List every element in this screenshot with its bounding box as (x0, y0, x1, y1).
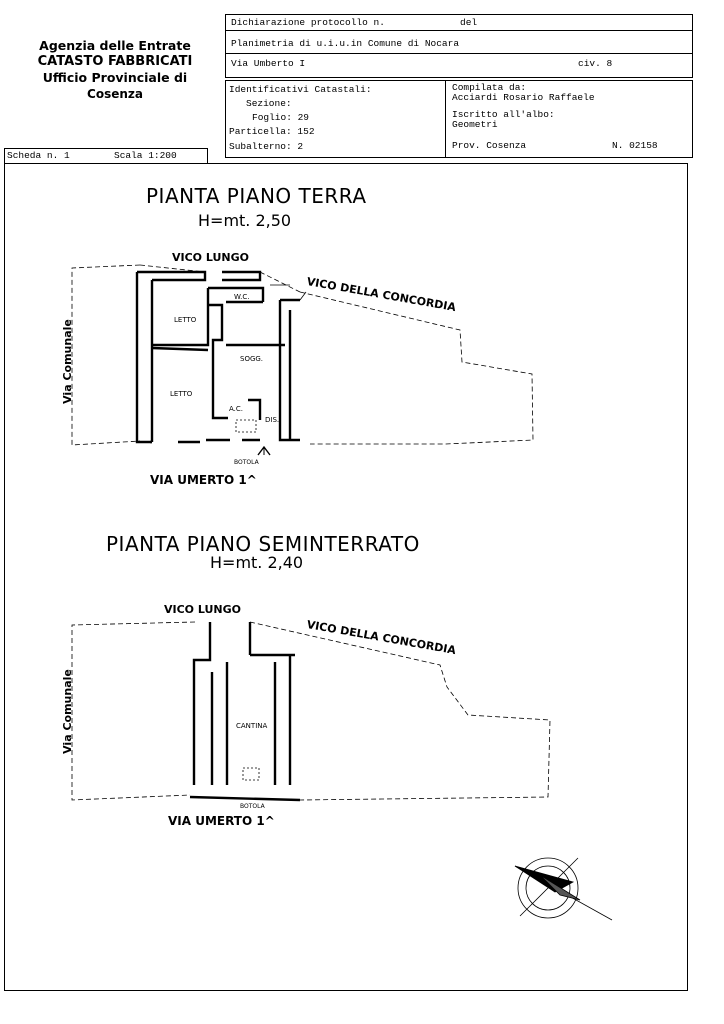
room-label: CANTINA (236, 722, 268, 730)
street-via-umerto: VIA UMERTO 1^ (168, 814, 275, 828)
del-label: del (460, 17, 478, 28)
civic-number: civ. 8 (578, 58, 613, 69)
room-label: A.C. (229, 405, 244, 413)
room-label: BOTOLA (234, 459, 259, 466)
lot-outline (72, 622, 195, 800)
compiler-name: Acciardi Rosario Raffaele (452, 92, 595, 103)
street-vico-lungo: VICO LUNGO (172, 251, 249, 264)
office-label: Ufficio Provinciale di (42, 70, 188, 85)
lot-outline (300, 292, 533, 444)
agency-name: Agenzia delle Entrate (39, 38, 191, 53)
city-label: Cosenza (87, 87, 143, 101)
street-vico-lungo: VICO LUNGO (164, 603, 241, 616)
planimetria-label: Planimetria di u.i.u.in Comune di Nocara (231, 38, 460, 49)
province-label: Prov. Cosenza (452, 140, 527, 151)
street-via-comunale: Via Comunale (60, 319, 74, 404)
basement-plan (72, 622, 550, 800)
room-label: SOGG. (240, 355, 264, 363)
scheda-label: Scheda n. 1 (7, 150, 70, 161)
ground-floor-plan (72, 265, 533, 455)
particella-label: Particella: 152 (229, 126, 315, 137)
street-vico-concordia: VICO DELLA CONCORDIA (305, 618, 457, 658)
walls (190, 622, 300, 800)
north-arrow-icon (515, 858, 612, 920)
room-label: LETTO (170, 390, 193, 398)
plan-basement-height: H=mt. 2,40 (210, 553, 304, 572)
street-via-umerto: VIA UMERTO 1^ (150, 473, 257, 487)
plan-basement-title: PIANTA PIANO SEMINTERRATO (106, 532, 420, 556)
catasto-label: CATASTO FABBRICATI (37, 54, 193, 69)
register-number: N. 02158 (612, 140, 658, 151)
lot-outline (250, 622, 550, 800)
subalterno-label: Subalterno: 2 (229, 141, 304, 152)
iscritto-label: Iscritto all'albo: (452, 109, 555, 120)
room-label: W.C. (234, 293, 250, 301)
scale-label: Scala 1:200 (114, 150, 177, 161)
address-label: Via Umberto I (231, 58, 306, 69)
declaration-label: Dichiarazione protocollo n. (231, 17, 385, 28)
compilata-label: Compilata da: (452, 82, 527, 93)
plan-ground-height: H=mt. 2,50 (198, 211, 292, 230)
room-label: LETTO (174, 316, 197, 324)
street-vico-concordia: VICO DELLA CONCORDIA (305, 275, 457, 315)
room-label: BOTOLA (240, 803, 265, 810)
sezione-label: Sezione: (246, 98, 292, 109)
plan-ground-title: PIANTA PIANO TERRA (146, 184, 367, 208)
foglio-label: Foglio: 29 (252, 112, 310, 123)
albo-value: Geometri (452, 119, 498, 130)
lot-outline (72, 265, 140, 445)
room-label: DIS. (265, 416, 280, 424)
street-via-comunale: Via Comunale (60, 669, 74, 754)
identificativi-label: Identificativi Catastali: (229, 84, 372, 95)
